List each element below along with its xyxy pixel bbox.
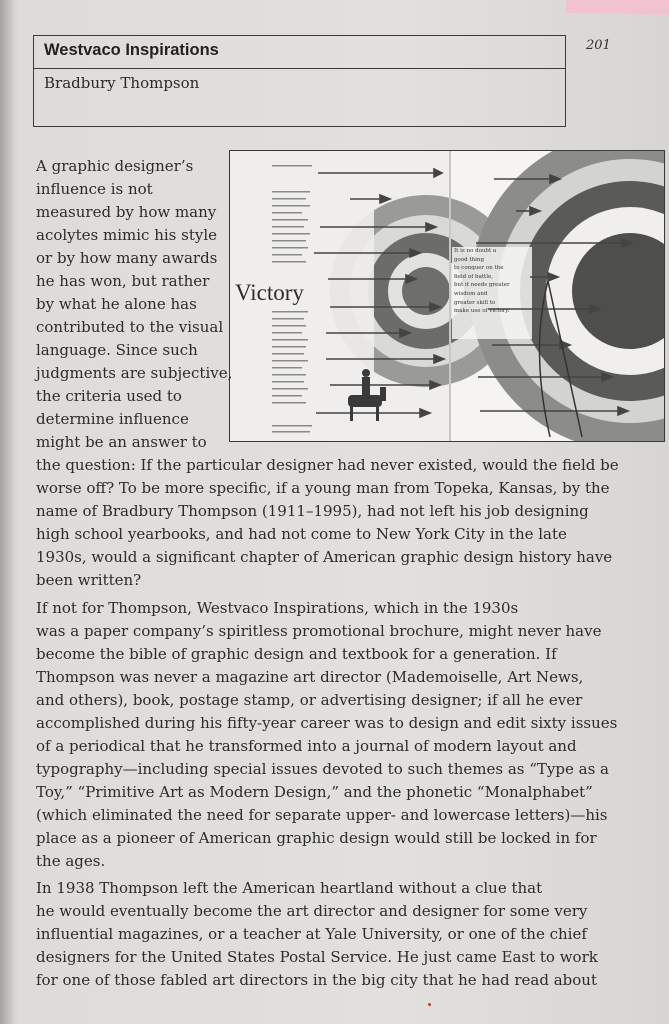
body-line: and others), book, postage stamp, or advertising designer; if all he ever: [36, 691, 583, 709]
body-line: accomplished during his fifty-year career was to design and edit sixty issues: [36, 714, 618, 732]
body-line: high school yearbooks, and had not come to New York City in the late: [36, 525, 567, 543]
body-line: by what he alone has: [36, 295, 197, 313]
body-line: acolytes mimic his style: [36, 226, 218, 244]
body-line: Thompson was never a magazine art director (Mademoiselle, Art News,: [36, 668, 584, 686]
body-line: measured by how many: [36, 203, 217, 221]
body-line: In 1938 Thompson left the American heartland without a clue that: [36, 879, 543, 897]
body-line: influence is not: [36, 180, 153, 198]
header-title-row: [34, 36, 565, 69]
body-line: the question: If the particular designer had never existed, would the field be: [36, 456, 619, 474]
body-line: was a paper company’s spiritless promotional brochure, might never have: [36, 622, 602, 640]
body-line: he has won, but rather: [36, 272, 210, 290]
section-title: Westvaco Inspirations: [44, 41, 219, 59]
body-line: Toy,” “Primitive Art as Modern Design,” and the phonetic “Monalphabet”: [36, 783, 593, 801]
body-line: the ages.: [36, 852, 106, 870]
section-header-box: [33, 35, 566, 127]
red-ink-dot: [428, 1003, 431, 1006]
body-line: become the bible of graphic design and textbook for a generation. If: [36, 645, 557, 663]
body-line: If not for Thompson, Westvaco Inspirations, which in the 1930s: [36, 599, 519, 617]
body-line: designers for the United States Postal Service. He just came East to work: [36, 948, 598, 966]
book-spine-shadow: [0, 0, 18, 1024]
body-line: the criteria used to: [36, 387, 182, 405]
body-line: been written?: [36, 571, 142, 589]
body-line: place as a pioneer of American graphic design would still be locked in for: [36, 829, 597, 847]
body-line: judgments are subjective,: [36, 364, 233, 382]
body-line: language. Since such: [36, 341, 198, 359]
body-line: (which eliminated the need for separate upper- and lowercase letters)—his: [36, 806, 608, 824]
body-line: worse off? To be more specific, if a young man from Topeka, Kansas, by the: [36, 479, 610, 497]
header-author-row: [34, 69, 565, 92]
sticky-note-tab: [566, 0, 669, 15]
illustration-headline: Victory: [235, 280, 304, 305]
body-line: influential magazines, or a teacher at Yale University, or one of the chief: [36, 925, 587, 943]
body-line: of a periodical that he transformed into a journal of modern layout and: [36, 737, 577, 755]
body-line: contributed to the visual: [36, 318, 224, 336]
body-line: for one of those fabled art directors in the big city that he had read about: [36, 971, 597, 989]
body-line: 1930s, would a significant chapter of American graphic design history have: [36, 548, 613, 566]
body-line: A graphic designer’s: [36, 157, 194, 175]
body-line: might be an answer to: [36, 433, 207, 451]
page-number: 201: [586, 38, 611, 53]
body-line: name of Bradbury Thompson (1911–1995), had not left his job designing: [36, 502, 589, 520]
body-line: or by how many awards: [36, 249, 218, 267]
westvaco-victory-spread-image: [229, 150, 665, 442]
body-line: he would eventually become the art director and designer for some very: [36, 902, 588, 920]
illustration-caption: It is no doubt a good thing to conquer on the field of battle, but it needs greater wisdom and greater skill to make use of victory.: [454, 248, 510, 315]
body-line: typography—including special issues devoted to such themes as “Type as a: [36, 760, 609, 778]
body-line: determine influence: [36, 410, 189, 428]
section-author: Bradbury Thompson: [44, 74, 200, 92]
